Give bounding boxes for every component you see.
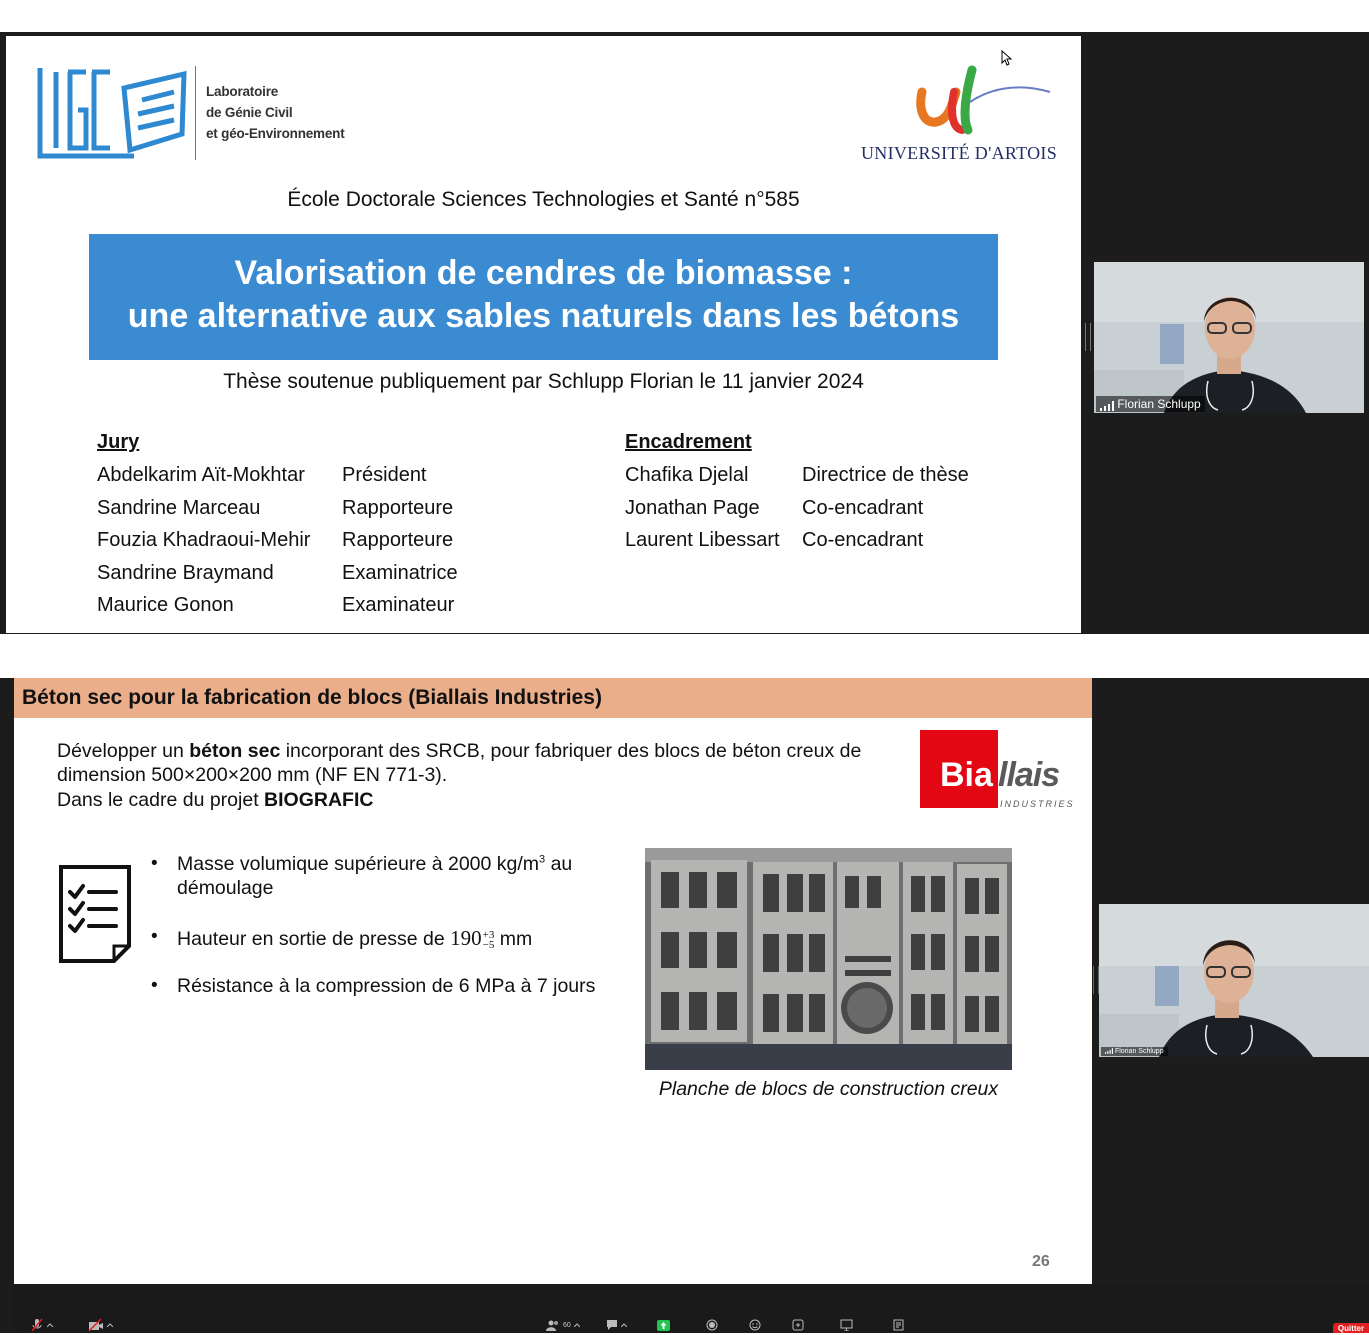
record-button[interactable] [706,1318,718,1332]
reactions-button[interactable] [749,1318,761,1332]
microphone-muted-icon [30,1318,44,1332]
participants-icon [546,1319,560,1331]
supervisor-name: Laurent Libessart [625,529,780,551]
requirement-height [177,926,532,951]
presenter-video-tile[interactable] [1094,262,1364,413]
requirement-strength: Résistance à la compression de 6 MPa à 7 jours [177,975,596,997]
share-screen-button[interactable] [657,1318,670,1332]
requirement-text: Masse volumique supérieure à 2000 kg/m [177,853,540,875]
chevron-up-icon [47,1323,53,1327]
concrete-blocks-photo [645,848,1012,1070]
meeting-toolbar [14,1284,1369,1333]
supervisor-role: Co-encadrant [802,529,924,551]
height-tolerance [483,930,495,950]
camera-off-icon [88,1318,104,1332]
share-screen-icon [657,1320,670,1331]
biallais-logo [920,730,1080,810]
mute-button[interactable] [30,1318,53,1332]
video-button[interactable] [88,1318,113,1332]
signal-strength-icon [1100,400,1114,410]
presenter-video-tile[interactable] [1099,904,1369,1057]
reactions-icon [749,1319,761,1331]
logo-bia: Bia [940,756,993,794]
jury-member-role: Examinatrice [342,562,458,584]
height-value: 190 [450,926,482,950]
leave-meeting-button[interactable]: Quitter [1333,1323,1369,1333]
slide-title [6,36,1081,633]
lab-name-line: et géo-Environnement [206,126,345,141]
jury-member-name: Abdelkarim Aït-Mokhtar [97,464,305,486]
panel-resize-handle[interactable] [1085,323,1091,351]
participant-name: Florian Schlupp [1117,397,1201,411]
slide-page-number: 26 [1032,1253,1050,1270]
chevron-up-icon [107,1323,113,1327]
intro-line [57,740,861,763]
participant-name-tag [1101,1047,1168,1056]
defense-statement: Thèse soutenue publiquement par Schlupp Florian le 11 janvier 2024 [223,370,864,393]
participants-button[interactable] [546,1318,580,1332]
requirement-density [177,853,572,876]
jury-member-role: Rapporteure [342,529,454,551]
logo-llais: llais [998,756,1060,794]
jury-member-role: Président [342,464,427,486]
thesis-title-line: Valorisation de cendres de biomasse : [234,254,853,292]
logo-divider [195,66,196,160]
slide-header-title: Béton sec pour la fabrication de blocs (Biallais Industries) [22,686,602,709]
tolerance-minus: −5 [482,938,495,951]
participant-name-tag [1096,396,1205,412]
logo-industries: INDUSTRIES [1000,799,1075,809]
requirement-text: au [545,853,573,875]
notes-icon [893,1319,904,1331]
checklist-icon [58,864,134,964]
apps-button[interactable] [792,1318,804,1332]
intro-text: incorporant des SRCB, pour fabriquer des blocs de béton creux de [280,740,862,762]
supervisor-role: Co-encadrant [802,497,924,519]
jury-member-role: Examinateur [342,594,455,616]
tolerance-plus: +3 [482,928,495,941]
participants-count: 60 [563,1321,571,1329]
whiteboard-icon [840,1319,853,1331]
supervisor-role: Directrice de thèse [802,464,969,486]
jury-member-role: Rapporteure [342,497,454,519]
bullet-marker: • [151,853,158,874]
requirement-superscript: 3 [539,853,546,866]
thesis-title-line: une alternative aux sables naturels dans les bétons [127,297,960,335]
requirement-text: mm [494,928,533,950]
notes-button[interactable] [893,1318,904,1332]
chevron-up-icon [621,1323,627,1327]
photo-caption: Planche de blocs de construction creux [658,1078,999,1100]
slide-content [14,678,1092,1284]
intro-text: Développer un [57,740,190,762]
encadrement-heading: Encadrement [625,431,752,453]
thesis-title-box [89,234,998,360]
presenter-video-feed [1094,262,1364,413]
chevron-up-icon [574,1323,580,1327]
participant-name: Florian Schlupp [1114,1048,1164,1055]
doctoral-school: École Doctorale Sciences Technologies et Santé n°585 [287,188,800,211]
bullet-marker: • [151,926,158,947]
intro-line [57,789,373,812]
chat-icon [606,1319,618,1331]
requirement-text: Hauteur en sortie de presse de [177,928,451,950]
jury-member-name: Maurice Gonon [97,594,234,616]
mouse-cursor-icon [1001,50,1013,66]
requirement-density-line2: démoulage [177,877,274,899]
intro-bold-text: béton sec [189,740,281,762]
supervisor-name: Jonathan Page [625,497,760,519]
jury-heading: Jury [97,431,140,453]
apps-icon [792,1319,804,1331]
lgce-logo [34,64,194,164]
intro-line: dimension 500×200×200 mm (NF EN 771-3). [57,764,448,786]
blocks-photo-image [645,848,1012,1070]
record-icon [706,1319,718,1331]
whiteboard-button[interactable] [840,1318,853,1332]
lab-name-line: Laboratoire [206,84,279,99]
signal-strength-icon [1105,1048,1113,1054]
jury-member-name: Fouzia Khadraoui-Mehir [97,529,311,551]
universite-artois-logo [914,62,1054,142]
chat-button[interactable] [606,1318,627,1332]
bullet-marker: • [151,975,158,996]
university-name: UNIVERSITÉ D'ARTOIS [860,143,1058,163]
presenter-video-feed [1099,904,1369,1057]
project-name: BIOGRAFIC [264,789,374,811]
supervisor-name: Chafika Djelal [625,464,749,486]
lab-name-line: de Génie Civil [206,105,293,120]
jury-member-name: Sandrine Marceau [97,497,261,519]
intro-text: Dans le cadre du projet [57,789,265,811]
jury-member-name: Sandrine Braymand [97,562,274,584]
